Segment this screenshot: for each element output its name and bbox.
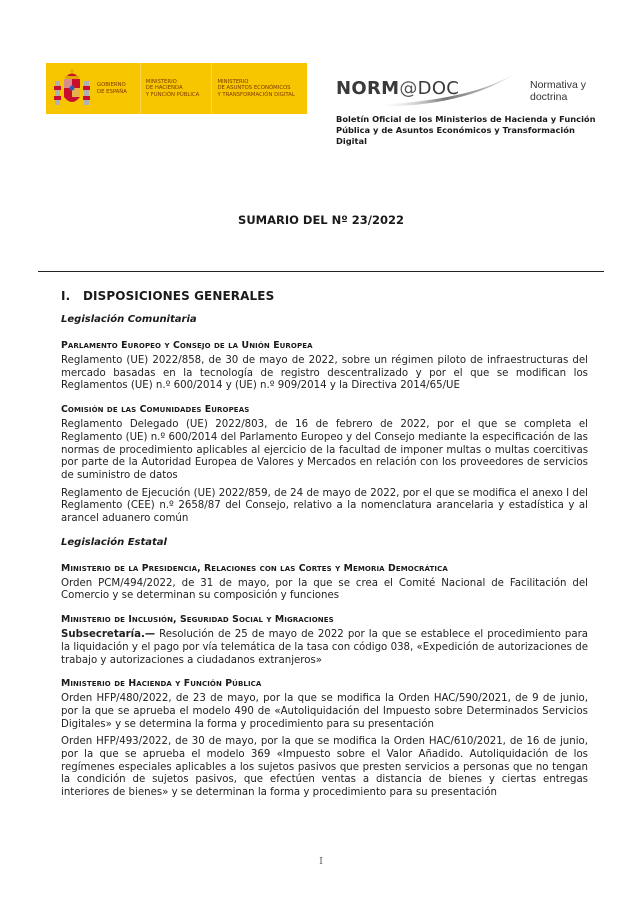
gobierno-de-espana-label [92,63,140,114]
normadoc-header [336,70,606,146]
organization-heading: Ministerio de Inclusión, Seguridad Social y Migraciones [61,614,334,626]
summary-entry[interactable]: Orden PCM/494/2022, de 31 de mayo, por la que se crea el Comité Nacional de Facilitación del Comercio y se determinan su composición y funciones [61,577,588,602]
document-title: SUMARIO DEL Nº 23/2022 [238,213,404,227]
logo-norm: NORM [336,78,400,99]
bulletin-subtitle-line: Boletín Oficial de los Ministerios de Hacienda y Función [336,114,596,124]
government-banner [46,63,307,114]
summary-entry[interactable] [61,629,588,667]
banner-text: MINISTERIO [145,78,177,85]
organization-heading: Parlamento Europeo y Consejo de la Unión Europea [61,340,313,351]
organization-heading: Comisión de las Comunidades Europeas [61,404,250,416]
banner-text: GOBIERNO [97,82,126,89]
page-number: I [319,857,323,867]
normadoc-logo [336,78,459,99]
ministerio-asuntos-economicos-label [211,63,307,114]
normadoc-tagline: Normativa y doctrina [530,79,587,103]
bulletin-subtitle-line: Pública y de Asuntos Económicos y Transformación Digital [336,125,575,146]
summary-entry[interactable]: Orden HFP/480/2022, de 23 de mayo, por la que se modifica la Orden HAC/590/2021, de 9 de junio, por la que se aprueba el modelo 490 de «Autoliquidación del Impuesto sobre Determinados Servicios Digitales» y se determina la forma y procedimiento para su presentación [61,693,588,730]
logo-doc: DOC [417,78,460,99]
ministerio-hacienda-label [140,63,212,114]
coat-of-arms-spain-icon [52,67,92,111]
summary-entry[interactable]: Reglamento Delegado (UE) 2022/803, de 16 de febrero de 2022, por el que se completa el Reglamento (UE) n.º 600/2014 del Parlamento Europeo y del Consejo mediante la especificación de las normas de procedimiento aplicables al ejercicio de la facultad de imponer multas o multas coercitivas por parte de la Autoridad Europea de Valores y Mercados en relación con los proveedores de servicios de suministro de datos [61,419,588,481]
banner-text: Y FUNCIÓN PÚBLICA [145,91,200,98]
banner-text: Y TRANSFORMACIÓN DIGITAL [217,91,295,98]
entry-prefix: Subsecretaría.— [61,629,156,641]
banner-text: DE ASUNTOS ECONÓMICOS [217,85,291,92]
divider [38,271,604,272]
logo-at: @ [399,78,418,99]
group-heading: Legislación Comunitaria [61,314,197,325]
summary-content [61,289,588,805]
banner-text: DE ESPAÑA [97,88,127,95]
organization-heading: Ministerio de la Presidencia, Relaciones con las Cortes y Memoria Democrática [61,562,448,574]
bulletin-subtitle [336,114,606,147]
entry-text: Resolución de 25 de mayo de 2022 por la que se establece el procedimiento para la liquidación y el pago por vía telemática de la tasa con código 038, «Expedición de autorizaciones de trabajo y autorizaciones a ciudadanos extranjeros» [61,629,588,666]
summary-entry[interactable]: Orden HFP/493/2022, de 30 de mayo, por la que se modifica la Orden HAC/610/2021, de 16 de junio, por la que se aprueba el modelo 369 «Impuesto sobre el Valor Añadido. Autoliquidación de los regímenes especiales aplicables a los sujetos pasivos que presten servicios a personas que no tengan la condición de sujetos pasivos, que efectúen ventas a distancia de bienes y ciertas entregas interiores de bienes» y se determinan la forma y procedimiento para su presentación [61,736,588,799]
summary-entry[interactable]: Reglamento de Ejecución (UE) 2022/859, de 24 de mayo de 2022, por el que se modifica el anexo I del Reglamento (CEE) n.º 2658/87 del Consejo, relativo a la nomenclatura arancelaria y estadística y al arancel aduanero común [61,487,588,525]
section-number: I. [61,289,71,303]
section-title: DISPOSICIONES GENERALES [83,289,275,303]
section-heading [61,289,588,303]
banner-text: MINISTERIO [217,78,249,85]
banner-text: DE HACIENDA [145,85,183,92]
group-heading: Legislación Estatal [61,536,167,548]
organization-heading: Ministerio de Hacienda y Función Pública [61,678,262,690]
summary-entry[interactable]: Reglamento (UE) 2022/858, de 30 de mayo de 2022, sobre un régimen piloto de infraestructuras del mercado basadas en la tecnología de registro descentralizado y por el que se modifican los Reglamentos (UE) n.º 600/2014 y (UE) n.º 909/2014 y la Directiva 2014/65/UE [61,355,588,392]
